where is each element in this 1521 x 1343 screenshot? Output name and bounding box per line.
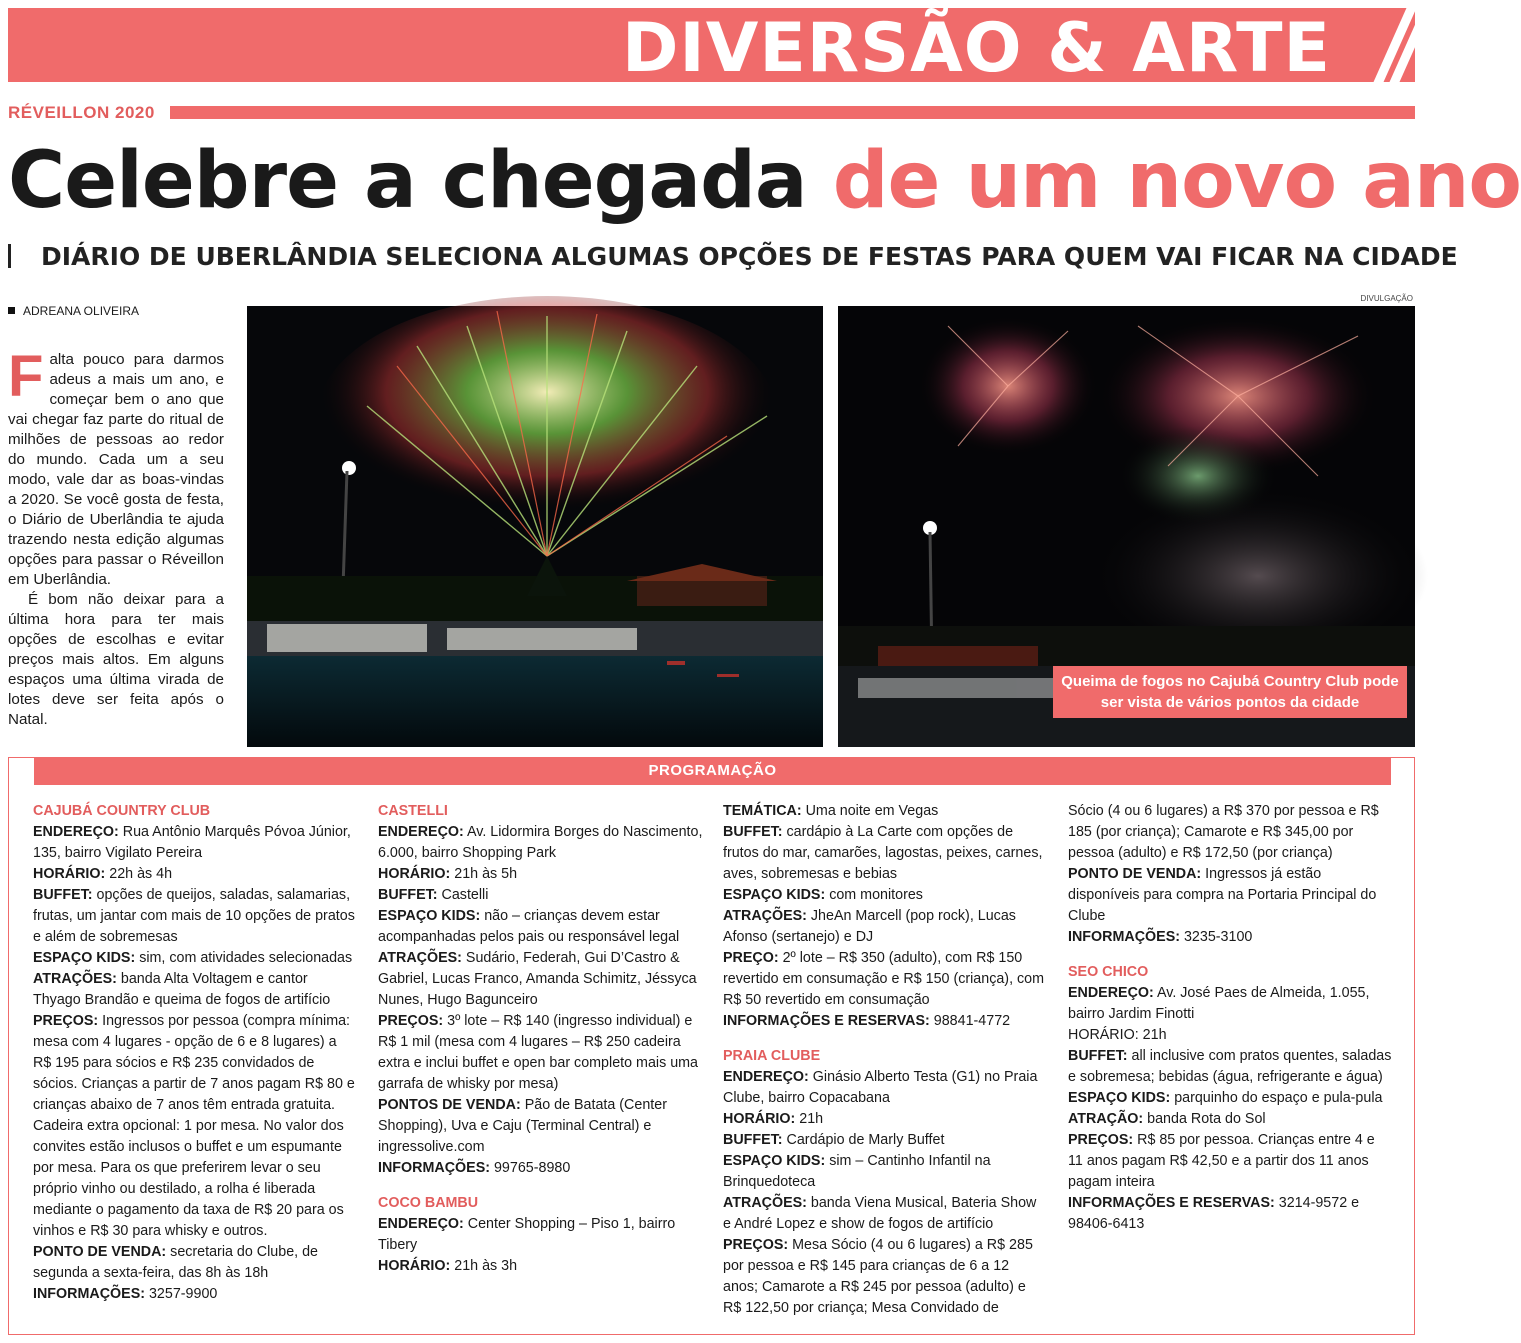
detail-value: Av. Lidormira Borges do Nascimento, 6.000, bairro Shopping Park: [378, 824, 703, 861]
venue-detail: [723, 822, 1048, 885]
venue-detail: [1068, 983, 1393, 1025]
detail-value: opções de queijos, saladas, salamarias, frutas, um jantar com mais de 10 opções de pratos e além de sobremesas: [33, 887, 355, 945]
detail-label: PONTO DE VENDA:: [1068, 866, 1202, 882]
venue-detail: [378, 1214, 703, 1256]
detail-value: 21h às 3h: [450, 1258, 518, 1274]
detail-value: 2º lote – R$ 350 (adulto), com R$ 150 revertido em consumação e R$ 150 (criança), com R$ 50 revertido em consumação: [723, 950, 1045, 1008]
detail-label: PREÇO:: [723, 950, 779, 966]
venue-detail: [1068, 801, 1393, 864]
venue-detail: [723, 1130, 1048, 1151]
detail-value: banda Rota do Sol: [1143, 1111, 1266, 1127]
venue-detail: [723, 885, 1048, 906]
venue-detail: [378, 1095, 703, 1158]
venue-detail: [33, 1011, 358, 1242]
detail-label: ESPAÇO KIDS:: [33, 950, 136, 966]
detail-value: Sudário, Federah, Gui D’Castro & Gabriel, Lucas Franco, Amanda Schimitz, Jéssyca Nunes, Hugo Bagunceiro: [378, 950, 697, 1008]
detail-label: ATRAÇÕES:: [723, 1195, 807, 1211]
fireworks-photo-pool-illustration: [247, 306, 823, 747]
detail-label: ESPAÇO KIDS:: [723, 1153, 826, 1169]
venue-detail: [378, 906, 703, 948]
detail-label: INFORMAÇÕES:: [1068, 929, 1180, 945]
detail-label: ESPAÇO KIDS:: [723, 887, 826, 903]
detail-label: ESPAÇO KIDS:: [1068, 1090, 1171, 1106]
detail-value: Ingressos já estão disponíveis para compra na Portaria Principal do Clube: [1068, 866, 1377, 924]
detail-label: ENDEREÇO:: [1068, 985, 1154, 1001]
venue-name: SEO CHICO: [1068, 964, 1149, 980]
venue-detail: [378, 1011, 703, 1095]
venue-detail: [723, 1067, 1048, 1109]
venue-name: CAJUBÁ COUNTRY CLUB: [33, 803, 211, 819]
detail-value: 22h às 4h: [105, 866, 173, 882]
detail-value: banda Viena Musical, Bateria Show e André Lopez e show de fogos de artifício: [723, 1195, 1037, 1232]
subhead-bar: [8, 244, 11, 268]
kicker: RÉVEILLON 2020: [8, 103, 155, 122]
programacao-column-3: [723, 801, 1048, 1319]
venue-detail: [723, 1109, 1048, 1130]
detail-label: ATRAÇÕES:: [33, 971, 117, 987]
detail-value: 21h às 5h: [450, 866, 518, 882]
detail-value: cardápio à La Carte com opções de frutos do mar, camarões, lagostas, peixes, carnes, aves, sobremesas e bebias: [723, 824, 1043, 882]
detail-label: ESPAÇO KIDS:: [378, 908, 481, 924]
venue-detail: [33, 1284, 358, 1305]
detail-value: secretaria do Clube, de segunda a sexta-feira, das 8h às 18h: [33, 1244, 318, 1281]
detail-label: ENDEREÇO:: [378, 1216, 464, 1232]
detail-label: BUFFET:: [1068, 1048, 1128, 1064]
venue-detail: [378, 948, 703, 1011]
venue-detail: [1068, 1025, 1393, 1046]
block-gap: [1068, 948, 1393, 962]
detail-value: com monitores: [825, 887, 923, 903]
detail-value: Castelli: [437, 887, 489, 903]
detail-value: 3257-9900: [145, 1286, 218, 1302]
detail-value: sim, com atividades selecionadas: [135, 950, 353, 966]
photo-credit: DIVULGAÇÃO: [1360, 294, 1413, 303]
detail-value: Av. José Paes de Almeida, 1.055, bairro Jardim Finotti: [1068, 985, 1370, 1022]
venue-name: PRAIA CLUBE: [723, 1048, 821, 1064]
detail-value: 3214-9572 e 98406-6413: [1068, 1195, 1360, 1232]
venue-detail: [723, 1235, 1048, 1319]
venue-detail: [723, 1151, 1048, 1193]
section-title: DIVERSÃO & ARTE: [621, 9, 1331, 88]
detail-label: PREÇOS:: [33, 1013, 99, 1029]
detail-label: ENDEREÇO:: [723, 1069, 809, 1085]
detail-label: BUFFET:: [723, 824, 783, 840]
venue-detail: [1068, 1193, 1393, 1235]
detail-label: ATRAÇÃO:: [1068, 1111, 1144, 1127]
venue-detail: [378, 822, 703, 864]
venue-detail: [1068, 1130, 1393, 1193]
venue-detail: [1068, 1109, 1393, 1130]
detail-value: Ginásio Alberto Testa (G1) no Praia Clube, bairro Copacabana: [723, 1069, 1038, 1106]
detail-label: INFORMAÇÕES:: [33, 1286, 145, 1302]
detail-label: PREÇOS:: [723, 1237, 789, 1253]
detail-value: R$ 85 por pessoa. Crianças entre 4 e 11 anos pagam R$ 42,50 e a partir dos 11 anos pagam inteira: [1068, 1132, 1375, 1190]
venue-detail: [723, 1011, 1048, 1032]
headline: [8, 136, 1521, 226]
detail-label: TEMÁTICA:: [723, 803, 802, 819]
programacao-column-1: [33, 801, 358, 1305]
detail-value: 98841-4772: [929, 1013, 1011, 1029]
venue-detail: [378, 1158, 703, 1179]
dropcap: F: [8, 344, 44, 409]
detail-value: JheAn Marcell (pop rock), Lucas Afonso (sertanejo) e DJ: [723, 908, 1016, 945]
programacao-column-4: [1068, 801, 1393, 1235]
detail-value: all inclusive com pratos quentes, saladas e sobremesa; bebidas (água, refrigerante e água): [1068, 1048, 1392, 1085]
detail-value: não – crianças devem estar acompanhadas pelos pais ou responsável legal: [378, 908, 680, 945]
detail-label: PREÇOS:: [1068, 1132, 1134, 1148]
venue-detail: [33, 864, 358, 885]
detail-label: PONTO DE VENDA:: [33, 1244, 167, 1260]
byline: [8, 303, 139, 319]
venue-detail: [33, 969, 358, 1011]
detail-label: HORÁRIO:: [378, 866, 451, 882]
detail-label: PONTOS DE VENDA:: [378, 1097, 521, 1113]
detail-value: Center Shopping – Piso 1, bairro Tibery: [378, 1216, 676, 1253]
detail-label: BUFFET:: [33, 887, 93, 903]
venue-detail: [723, 906, 1048, 948]
headline-part1: Celebre a chegada: [8, 136, 807, 226]
detail-label: INFORMAÇÕES E RESERVAS:: [723, 1013, 930, 1029]
subheadline: [8, 239, 1458, 275]
detail-label: ENDEREÇO:: [378, 824, 464, 840]
fireworks-photo-pool: [247, 306, 823, 747]
venue-detail: [723, 801, 1048, 822]
venue-detail: [33, 822, 358, 864]
intro-text: [8, 344, 224, 730]
kicker-rule: [170, 106, 1415, 119]
detail-label: PREÇOS:: [378, 1013, 444, 1029]
detail-label: HORÁRIO:: [723, 1111, 796, 1127]
detail-label: ENDEREÇO:: [33, 824, 119, 840]
venue-detail: [1068, 1088, 1393, 1109]
detail-value: 21h: [795, 1111, 824, 1127]
programacao-title: PROGRAMAÇÃO: [34, 757, 1391, 785]
venue-detail: [1068, 864, 1393, 927]
venue-detail: [378, 885, 703, 906]
venue-detail: [33, 1242, 358, 1284]
detail-value: Sócio (4 ou 6 lugares) a R$ 370 por pessoa e R$ 185 (por criança); Camarote e R$ 345,00 por pessoa (adulto) e R$ 172,50 (por criança): [1068, 803, 1379, 861]
detail-value: 3235-3100: [1180, 929, 1253, 945]
byline-author: ADREANA OLIVEIRA: [23, 304, 140, 318]
detail-value: parquinho do espaço e pula-pula: [1170, 1090, 1383, 1106]
detail-value: HORÁRIO: 21h: [1068, 1027, 1167, 1043]
detail-value: Ingressos por pessoa (compra mínima: mesa com 4 lugares - opção de 6 e 8 lugares) a R$ 195 para sócios e R$ 235 convidados de sócios. Crianças a partir de 7 anos pagam R$ 80 e crianças abaixo de 7 anos têm entrada gratuita. Cadeira extra opcional: 1 por mesa. No valor dos convites estão inclusos o buffet e um espumante por mesa. Para os que preferirem levar o seu próprio vinho ou destilado, a rolha é liberada mediante o pagamento da taxa de R$ 20 para os vinhos e R$ 30 para whisky e outros.: [33, 1013, 355, 1239]
venue-detail: [723, 1193, 1048, 1235]
block-gap: [723, 1032, 1048, 1046]
subhead-text: DIÁRIO DE UBERLÂNDIA SELECIONA ALGUMAS OPÇÕES DE FESTAS PARA QUEM VAI FICAR NA CIDADE: [41, 242, 1458, 271]
detail-label: ATRAÇÕES:: [378, 950, 462, 966]
byline-square-icon: [8, 307, 15, 314]
venue-name: CASTELLI: [378, 803, 448, 819]
venue-detail: [1068, 1046, 1393, 1088]
programacao-column-2: [378, 801, 703, 1277]
venue-detail: [33, 885, 358, 948]
detail-value: Rua Antônio Marquês Póvoa Júnior, 135, bairro Vigilato Pereira: [33, 824, 351, 861]
detail-label: ATRAÇÕES:: [723, 908, 807, 924]
detail-label: INFORMAÇÕES:: [378, 1160, 490, 1176]
block-gap: [378, 1179, 703, 1193]
detail-label: BUFFET:: [378, 887, 438, 903]
venue-detail: [1068, 927, 1393, 948]
venue-name: COCO BAMBU: [378, 1195, 479, 1211]
venue-detail: [378, 1256, 703, 1277]
detail-label: BUFFET:: [723, 1132, 783, 1148]
headline-part2: de um novo ano: [832, 136, 1521, 226]
detail-label: INFORMAÇÕES E RESERVAS:: [1068, 1195, 1275, 1211]
intro-paragraph-1: Falta pouco para darmos adeus a mais um ano, e começar bem o ano que vai chegar faz parte do ritual de milhões de pessoas ao redor do mundo. Cada um a seu modo, vale dar as boas-vindas a 2020. Se você gosta de festa, o Diário de Uberlândia te ajuda trazendo nesta edição algumas opções para passar o Réveillon em Uberlândia.: [8, 344, 224, 588]
intro-paragraph-2: É bom não deixar para a última hora para ter mais opções de escolhas e evitar preços mais altos. Em alguns espaços uma última virada de lotes deve ser feita após o Natal.: [8, 591, 224, 728]
detail-value: 99765-8980: [490, 1160, 571, 1176]
detail-value: sim – Cantinho Infantil na Brinquedoteca: [723, 1153, 991, 1190]
venue-detail: [378, 864, 703, 885]
venue-detail: [723, 948, 1048, 1011]
detail-value: 3º lote – R$ 140 (ingresso individual) e R$ 1 mil (mesa com 4 lugares – R$ 250 cadeira extra e inclui buffet e open bar completo mais uma garrafa de whisky por mesa): [378, 1013, 699, 1092]
detail-label: HORÁRIO:: [378, 1258, 451, 1274]
detail-value: Cardápio de Marly Buffet: [782, 1132, 945, 1148]
venue-detail: [33, 948, 358, 969]
detail-value: banda Alta Voltagem e cantor Thyago Brandão e queima de fogos de artifício: [33, 971, 331, 1008]
photo-caption: Queima de fogos no Cajubá Country Club pode ser vista de vários pontos da cidade: [1053, 666, 1407, 718]
detail-label: HORÁRIO:: [33, 866, 106, 882]
detail-value: Pão de Batata (Center Shopping), Uva e Caju (Terminal Central) e ingressolive.com: [378, 1097, 667, 1155]
detail-value: Uma noite em Vegas: [801, 803, 939, 819]
detail-value: Mesa Sócio (4 ou 6 lugares) a R$ 285 por pessoa e R$ 145 para crianças de 6 a 12 anos; Camarote a R$ 245 por pessoa (adulto) e R$ 122,50 por criança; Mesa Convidado de: [723, 1237, 1033, 1316]
